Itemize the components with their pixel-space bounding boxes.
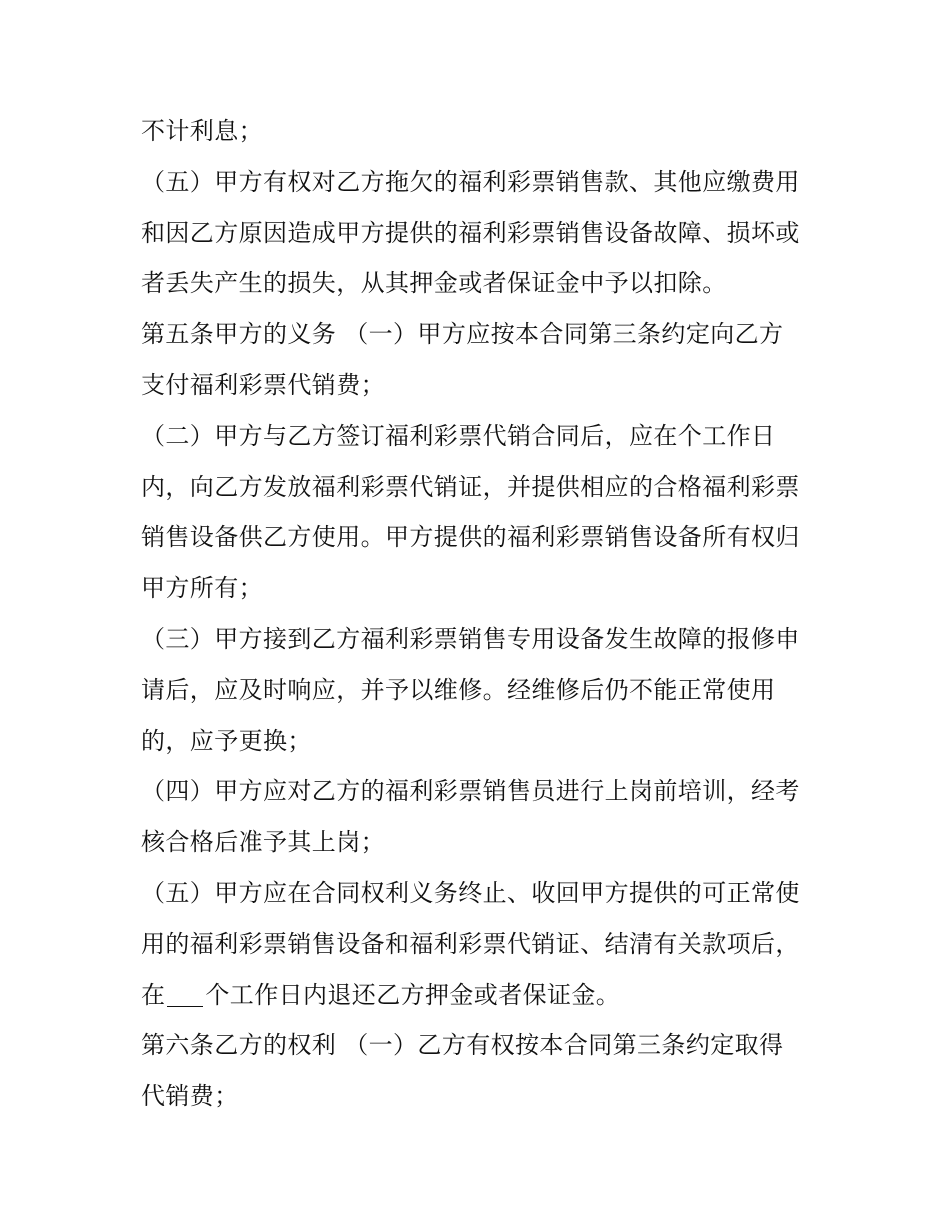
text-line: （五）甲方有权对乙方拖欠的福利彩票销售款、其他应缴费用: [141, 167, 800, 196]
text-line: 用的福利彩票销售设备和福利彩票代销证、结清有关款项后，: [141, 929, 800, 958]
blank-prefix: 在: [141, 980, 166, 1009]
text-line: 支付福利彩票代销费；: [141, 370, 385, 399]
text-line: 不计利息；: [141, 117, 263, 145]
text-line-with-blank: [141, 970, 821, 1021]
text-line: 者丢失产生的损失，从其押金或者保证金中予以扣除。: [141, 269, 727, 298]
text-line: 的，应予更换；: [141, 726, 312, 755]
text-line: （四）甲方应对乙方的福利彩票销售员进行上岗前培训，经考: [141, 777, 800, 806]
text-line: 销售设备供乙方使用。甲方提供的福利彩票销售设备所有权归: [141, 523, 800, 552]
text-line: 甲方所有；: [141, 574, 263, 603]
text-line: 请后，应及时响应，并予以维修。经维修后仍不能正常使用: [141, 675, 776, 704]
section-heading-line: 第五条甲方的义务 （一）甲方应按本合同第三条约定向乙方: [141, 320, 784, 349]
text-line: （二）甲方与乙方签订福利彩票代销合同后，应在个工作日: [141, 421, 776, 450]
text-line: 内，向乙方发放福利彩票代销证，并提供相应的合格福利彩票: [141, 472, 800, 501]
text-line: （五）甲方应在合同权利义务终止、收回甲方提供的可正常使: [141, 878, 800, 907]
text-line: （三）甲方接到乙方福利彩票销售专用设备发生故障的报修申: [141, 624, 800, 653]
section-heading-line: 第六条乙方的权利 （一）乙方有权按本合同第三条约定取得: [141, 1031, 784, 1060]
text-line: 核合格后准予其上岗；: [141, 828, 385, 857]
text-line: 和因乙方原因造成甲方提供的福利彩票销售设备故障、损坏或: [141, 218, 800, 247]
fill-in-blank: [167, 980, 203, 1007]
blank-suffix: 个工作日内退还乙方押金或者保证金。: [205, 980, 621, 1009]
text-line: 代销费；: [141, 1082, 239, 1111]
document-body: [141, 106, 821, 1122]
